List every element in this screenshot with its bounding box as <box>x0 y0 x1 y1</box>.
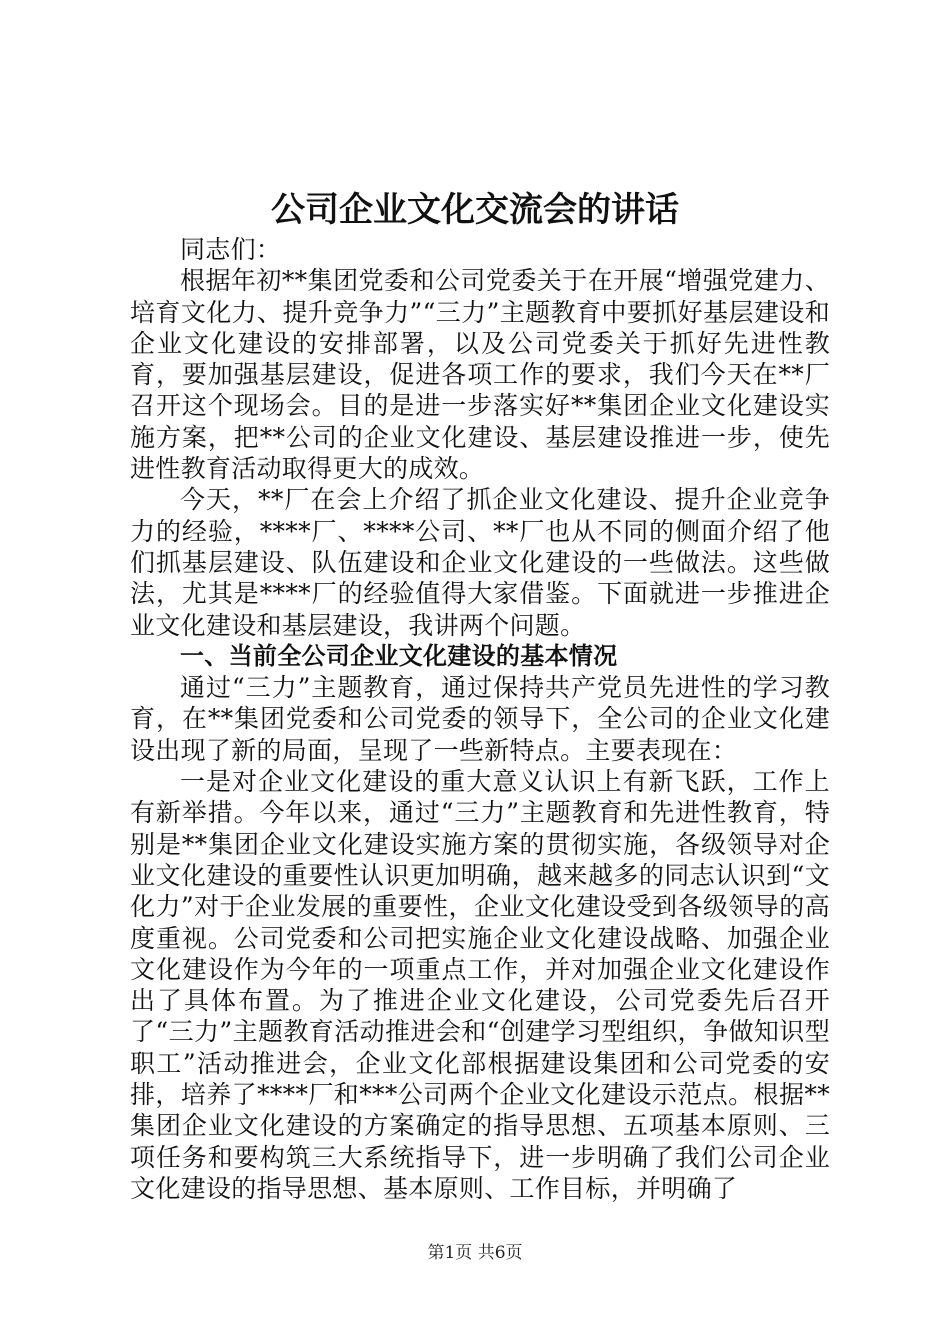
page-title: 公司企业文化交流会的讲话 <box>271 190 679 230</box>
paragraph: 今天，**厂在会上介绍了抓企业文化建设、提升企业竞争力的经验，****厂、****公司、**厂也从不同的侧面介绍了他们抓基层建设、队伍建设和企业文化建设的一些做法。这些做法，尤其是****厂的经验值得大家借鉴。下面就进一步推进企业文化建设和基层建设，我讲两个问题。 <box>130 485 830 640</box>
paragraph: 通过“三力”主题教育，通过保持共产党员先进性的学习教育，在**集团党委和公司党委的领导下，全公司的企业文化建设出现了新的局面，呈现了一些新特点。主要表现在： <box>130 673 830 765</box>
document-body <box>130 234 830 1204</box>
salutation: 同志们： <box>180 235 282 264</box>
paragraph: 一是对企业文化建设的重大意义认识上有新飞跃，工作上有新举措。今年以来，通过“三力”主题教育和先进性教育，特别是**集团企业文化建设实施方案的贯彻实施，各级领导对企业文化建设的重要性认识更加明确，越来越多的同志认识到“文化力”对于企业发展的重要性，企业文化建设受到各级领导的高度重视。公司党委和公司把实施企业文化建设战略、加强企业文化建设作为今年的一项重点工作，并对加强企业文化建设作出了具体布置。为了推进企业文化建设，公司党委先后召开了“三力”主题教育活动推进会和“创建学习型组织，争做知识型职工”活动推进会，企业文化部根据建设集团和公司党委的安排，培养了****厂和***公司两个企业文化建设示范点。根据**集团企业文化建设的方案确定的指导思想、五项基本原则、三项任务和要构筑三大系统指导下，进一步明确了我们公司企业文化建设的指导思想、基本原则、工作目标，并明确了 <box>130 767 830 1203</box>
page-footer: 第1页 共6页 <box>427 1243 523 1263</box>
paragraph: 根据年初**集团党委和公司党委关于在开展“增强党建力、培育文化力、提升竞争力”“三力”主题教育中要抓好基层建设和企业文化建设的安排部署，以及公司党委关于抓好先进性教育，要加强基层建设，促进各项工作的要求，我们今天在**厂召开这个现场会。目的是进一步落实好**集团企业文化建设实施方案，把**公司的企业文化建设、基层建设推进一步，使先进性教育活动取得更大的成效。 <box>130 266 830 484</box>
section-heading: 一、当前全公司企业文化建设的基本情况 <box>180 641 618 670</box>
